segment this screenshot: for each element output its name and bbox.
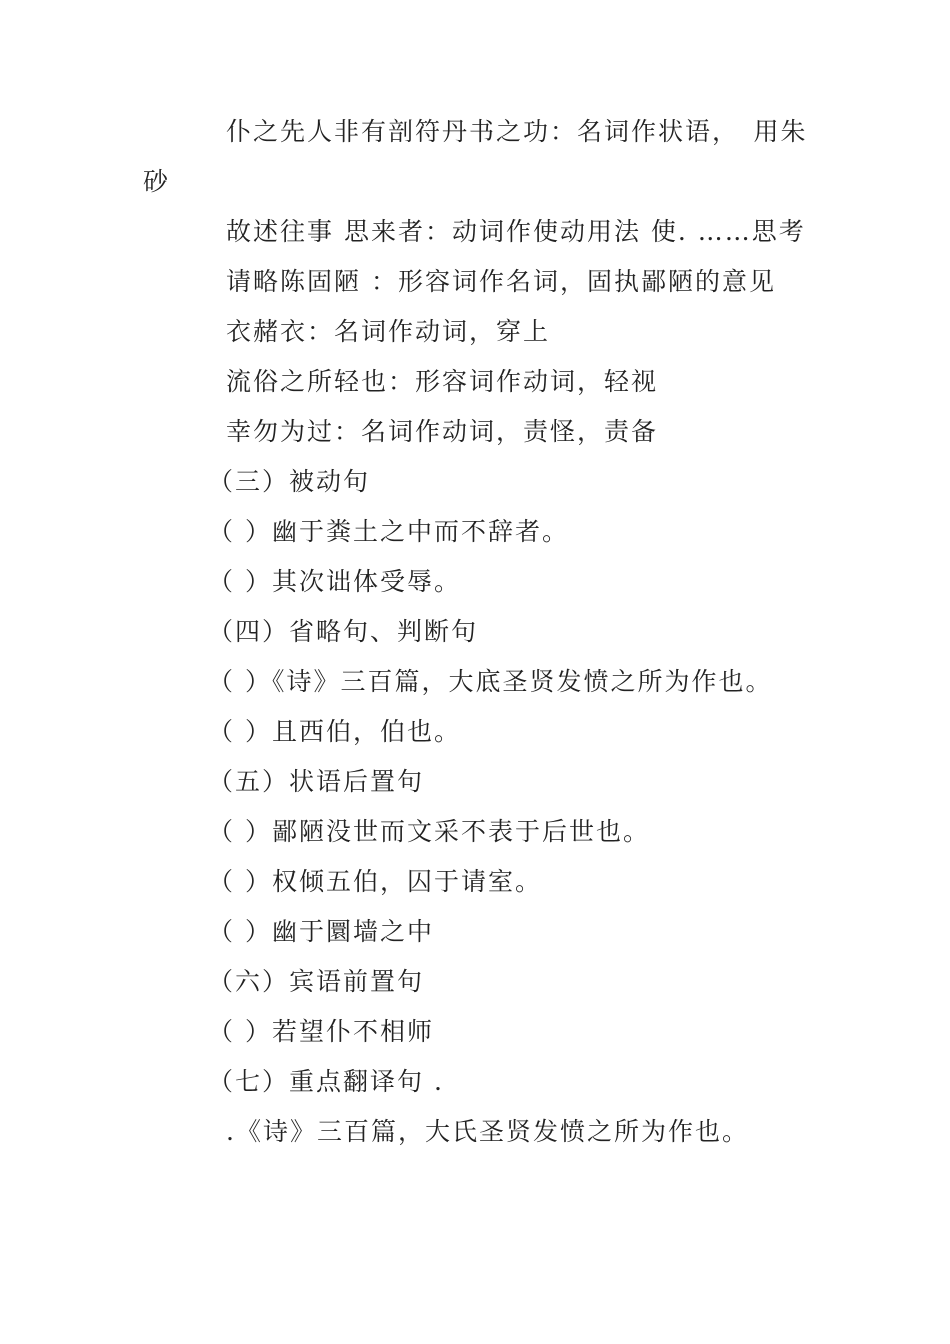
text-line: 流俗之所轻也：形容词作动词，轻视 [226, 367, 659, 396]
text-line: （ ）其次诎体受辱。 [208, 567, 461, 596]
text-line: （ ）且西伯，伯也。 [208, 717, 461, 746]
section-heading: （六）宾语前置句 [208, 967, 425, 996]
text-line: （ ）幽于圜墙之中 [208, 917, 434, 946]
text-line: （ ）《诗》三百篇，大底圣贤发愤之所为作也。 [208, 667, 773, 696]
text-line: 请略陈固陋 ：形容词作名词，固执鄙陋的意见 [226, 267, 776, 296]
text-line: （ ）幽于粪土之中而不辞者。 [208, 517, 569, 546]
section-heading: （七）重点翻译句 . [208, 1067, 444, 1096]
text-line: 仆之先人非有剖符丹书之功：名词作状语， 用朱 [226, 117, 808, 146]
text-line: 砂 [143, 167, 171, 196]
section-heading: （三）被动句 [208, 467, 371, 496]
text-line: 幸勿为过：名词作动词，责怪，责备 [226, 417, 659, 446]
section-heading: （四）省略句、判断句 [208, 617, 479, 646]
section-heading: （五）状语后置句 [208, 767, 425, 796]
text-line: 故述往事 思来者：动词作使动用法 使. ……思考 [226, 217, 806, 246]
text-line: （ ）鄙陋没世而文采不表于后世也。 [208, 817, 650, 846]
text-line: （ ）若望仆不相师 [208, 1017, 434, 1046]
text-line: （ ）权倾五伯，囚于请室。 [208, 867, 542, 896]
text-line: 衣赭衣：名词作动词，穿上 [226, 317, 551, 346]
text-line: .《诗》三百篇，大氏圣贤发愤之所为作也。 [226, 1117, 749, 1146]
